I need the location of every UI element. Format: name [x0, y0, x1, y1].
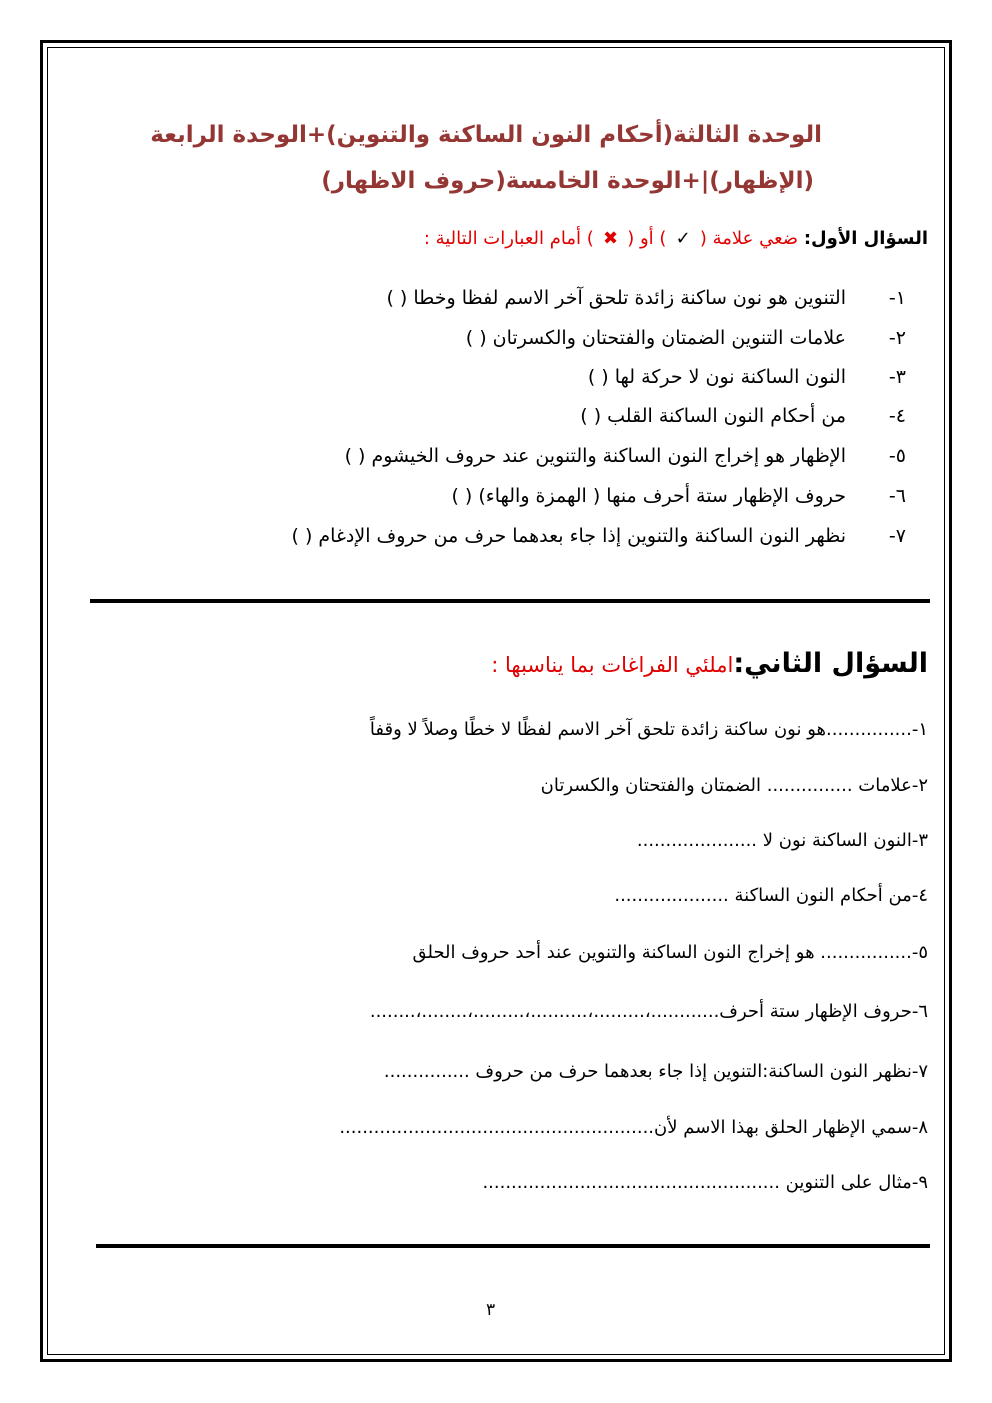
question-1-heading [424, 228, 928, 249]
q1-item-2: ٢-علامات التنوين الضمتان والفتحتان والكسرتان ( ) [465, 327, 906, 349]
q2-item-1: ١-...............هو نون ساكنة زائدة تلحق آخر الاسم لفظًا لا خطًا وصلاً لا وقفاً [369, 719, 928, 740]
q2-item-4: ٤-من أحكام النون الساكنة .................... [614, 885, 928, 906]
question-2-heading [491, 648, 928, 679]
q2-item-9: ٩-مثال على التنوين .................................................... [482, 1172, 928, 1193]
question-2-label: السؤال الثاني: [733, 648, 928, 679]
title-line-1: الوحدة الثالثة(أحكام النون الساكنة والتنوين)+الوحدة الرابعة [150, 122, 822, 148]
q2-item-3: ٣-النون الساكنة نون لا ..................... [636, 830, 928, 851]
question-2-instruction: املئي الفراغات بما يناسبها : [491, 653, 734, 677]
q1-item-5: ٥-الإظهار هو إخراج النون الساكنة والتنوين عند حروف الخيشوم ( ) [344, 445, 906, 467]
question-1-label: السؤال الأول: [803, 228, 928, 249]
question-1-instruction-end: ) أمام العبارات التالية : [423, 228, 594, 249]
q2-item-7: ٧-نظهر النون الساكنة:التنوين إذا جاء بعدهما حرف من حروف ............... [383, 1061, 928, 1082]
q1-item-1: ١-التنوين هو نون ساكنة زائدة تلحق آخر الاسم لفظا وخطا ( ) [386, 287, 906, 309]
q1-item-6: ٦-حروف الإظهار ستة أحرف منها ( الهمزة والهاء) ( ) [451, 485, 906, 507]
question-1-instruction-start: ضعي علامة ( [699, 228, 799, 249]
q2-item-8: ٨-سمي الإظهار الحلق بهذا الاسم لأن....................................................... [339, 1117, 928, 1138]
q1-item-3: ٣-النون الساكنة نون لا حركة لها ( ) [587, 366, 906, 388]
section-divider-2 [96, 1244, 930, 1248]
q2-item-6: ٦-حروف الإظهار ستة أحرف............،.........،..........،.........،........،........ [369, 1001, 928, 1022]
page-number: ٣ [486, 1300, 496, 1320]
section-divider-1 [90, 599, 930, 603]
title-line-2: (الإظهار)|+الوحدة الخامسة(حروف الاظهار) [321, 168, 814, 194]
q1-item-7: ٧-نظهر النون الساكنة والتنوين إذا جاء بعدهما حرف من حروف الإدغام ( ) [291, 525, 906, 547]
question-1-instruction-middle: ) أو ( [627, 228, 667, 249]
q2-item-5: ٥-................ هو إخراج النون الساكنة والتنوين عند أحد حروف الحلق [412, 942, 928, 963]
cross-mark-icon: ✖ [602, 228, 619, 249]
check-mark-icon: ✓ [675, 228, 691, 249]
q1-item-4: ٤-من أحكام النون الساكنة القلب ( ) [580, 405, 906, 427]
q2-item-2: ٢-علامات ............... الضمتان والفتحتان والكسرتان [540, 775, 928, 796]
